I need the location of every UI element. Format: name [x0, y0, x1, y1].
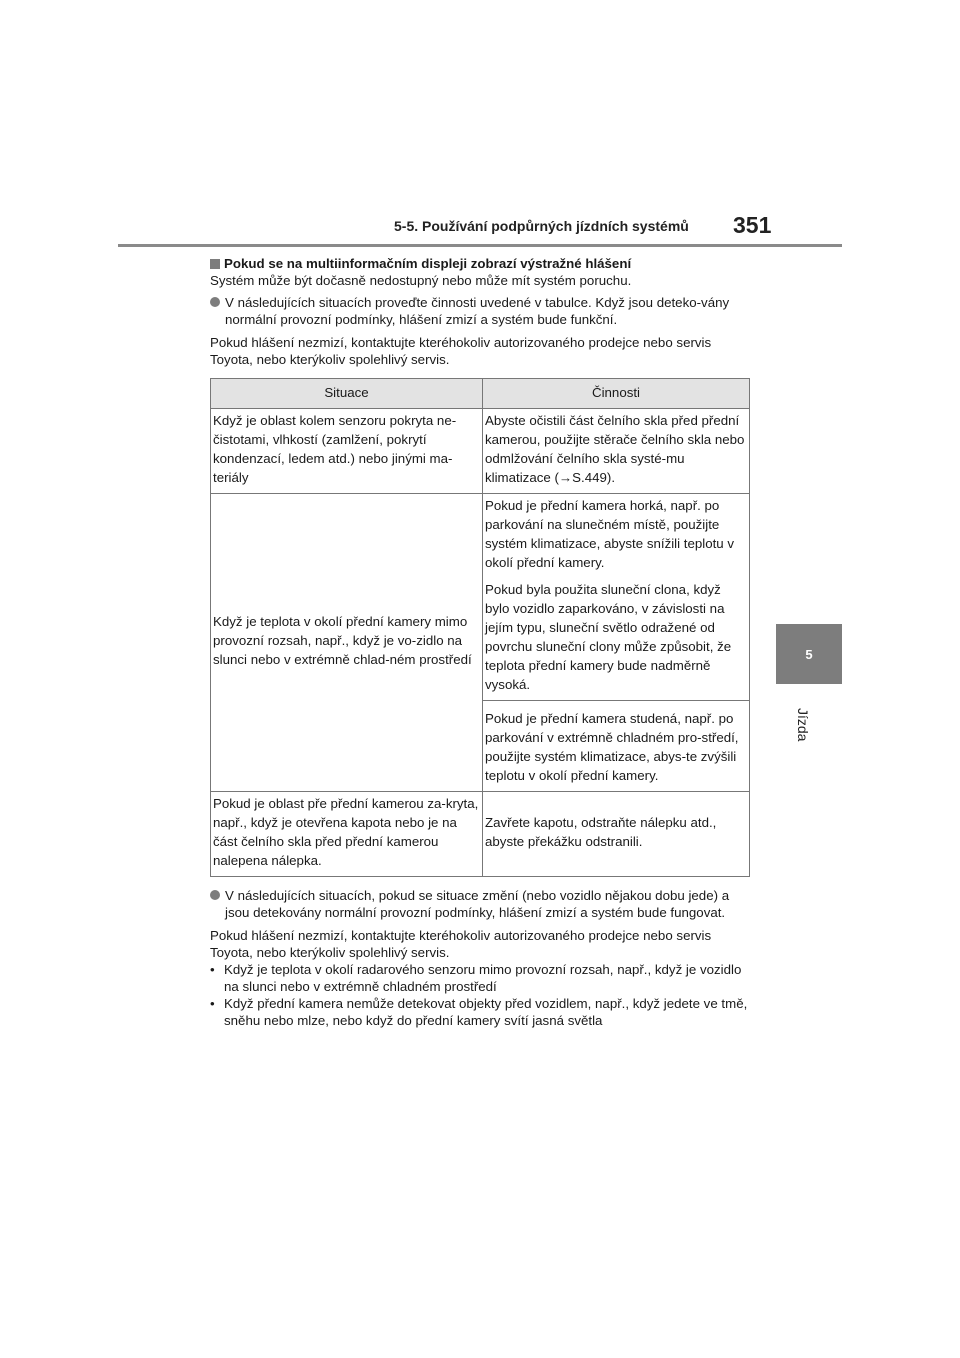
table-row	[211, 409, 750, 494]
action-group	[483, 494, 749, 701]
main-content	[210, 255, 752, 1029]
situation-cell: Pokud je oblast pře přední kamerou za-kryta, např., když je otevřena kapota nebo je na část čelního skla před přední kamerou nalepena nálepka.	[211, 792, 483, 877]
action-cell: Abyste očistili část čelního skla před přední kamerou, použijte stěrače čelního skla nebo odmlžování čelního skla systé-mu klimatizace (→S.449).	[483, 409, 750, 494]
circle-bullet-icon	[210, 297, 220, 307]
action-text: Pokud je přední kamera horká, např. po parkování na slunečném místě, použijte systém klimatizace, abyste snížili teplotu v okolí přední kamery.	[485, 498, 735, 570]
situation-cell: Když je oblast kolem senzoru pokryta ne-čistotami, vlhkostí (zamlžení, pokrytí kondenzací, ledem atd.) nebo jinými ma-teriály	[211, 409, 483, 494]
section-heading-text: Pokud se na multiinformačním displeji zobrazí výstražné hlášení	[224, 256, 632, 271]
situation-cell: Když je teplota v okolí přední kamery mimo provozní rozsah, např., když je vo-zidlo na slunci nebo v extrémně chlad-ném prostředí	[211, 494, 483, 792]
table-row	[211, 792, 750, 877]
action-cell: Zavřete kapotu, odstraňte nálepku atd., abyste překážku odstranili.	[483, 792, 750, 877]
table-header-row	[211, 379, 750, 409]
bullet-text: V následujících situacích, pokud se situace změní (nebo vozidlo nějakou dobu jede) a jsou detekovány normální provozní podmínky, hlášení zmizí a systém bude fungovat.	[225, 888, 730, 920]
chapter-tab	[776, 624, 842, 684]
chapter-number: 5	[805, 646, 813, 662]
circle-bullet-icon	[210, 890, 220, 900]
list-item: • Když je teplota v okolí radarového senzoru mimo provozní rozsah, např., když je vozidlo na slunci nebo v extrémně chladném prostředí	[210, 961, 752, 995]
page-number: 351	[733, 212, 772, 238]
bullet-item	[210, 294, 752, 328]
condition-list	[210, 961, 752, 1029]
column-header: Činnosti	[483, 379, 750, 409]
chapter-label: Jízda	[795, 708, 811, 742]
section-heading	[210, 255, 752, 272]
column-header: Situace	[211, 379, 483, 409]
square-bullet-icon	[210, 259, 220, 269]
note-text: Pokud hlášení nezmizí, kontaktujte kteréhokoliv autorizovaného prodejce nebo servis Toyota, nebo kterýkoliv spolehlivý servis.	[210, 335, 712, 367]
list-item: • Když přední kamera nemůže detekovat objekty před vozidlem, např., když jedete ve tmě, sněhu nebo mlze, nebo když do přední kamery svítí jasná světla	[210, 995, 752, 1029]
situations-table	[210, 378, 750, 877]
note-text: Pokud hlášení nezmizí, kontaktujte kteréhokoliv autorizovaného prodejce nebo servis Toyota, nebo kterýkoliv spolehlivý servis.	[210, 928, 712, 960]
table-row	[211, 494, 750, 792]
bullet-text: V následujících situacích proveďte činnosti uvedené v tabulce. Když jsou deteko-vány normální provozní podmínky, hlášení zmizí a systém bude funkční.	[225, 295, 730, 327]
action-group	[483, 701, 749, 791]
action-text: Pokud byla použita sluneční clona, když bylo vozidlo zaparkováno, v závislosti na jejím typu, sluneční světlo odražené od povrchu sluneční clony může způsobit, že teplota přední kamery bude nadměrně vysoká.	[485, 582, 732, 692]
intro-text: Systém může být dočasně nedostupný nebo může mít systém poruchu.	[210, 273, 632, 288]
header-divider	[118, 244, 842, 247]
action-cell	[483, 494, 750, 792]
action-text: Pokud je přední kamera studená, např. po parkování v extrémně chladném pro-středí, použijte systém klimatizace, abys-te zvýšili teplotu v okolí přední kamery.	[485, 711, 739, 783]
section-title: 5-5. Používání podpůrných jízdních systémů	[394, 218, 689, 234]
bullet-item	[210, 887, 752, 921]
